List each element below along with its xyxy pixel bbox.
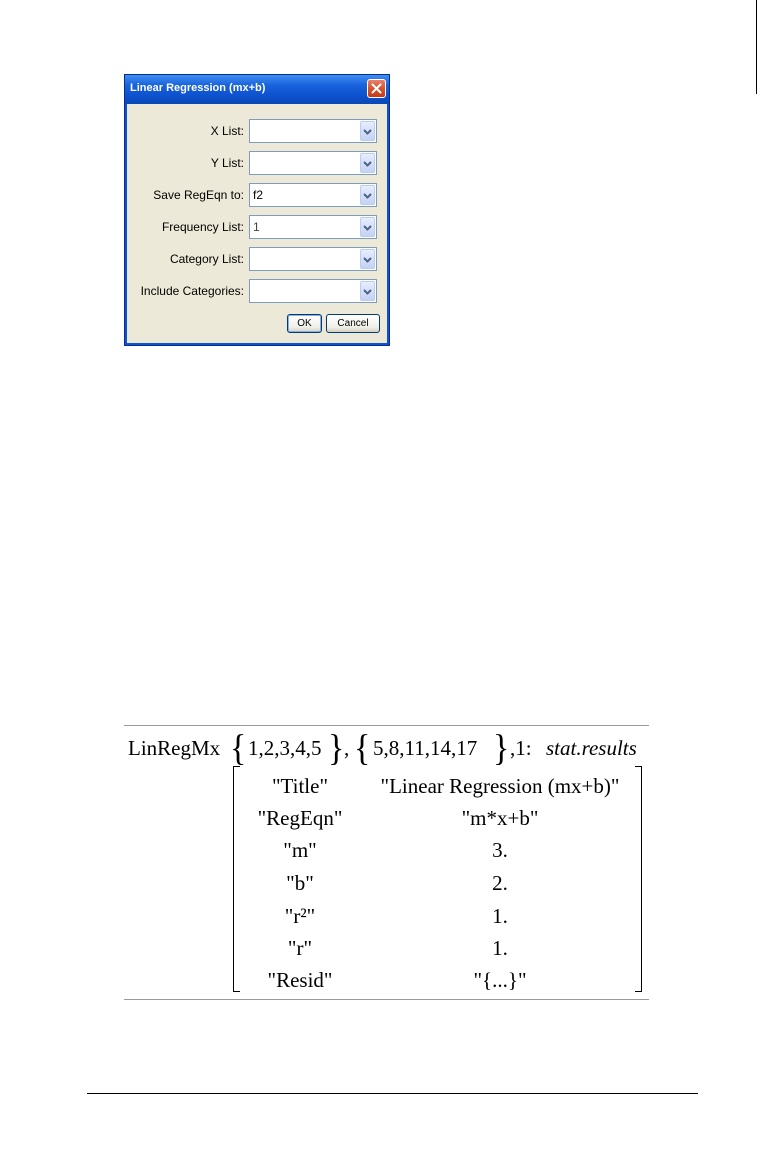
- matrix-key: "r²": [284, 904, 316, 928]
- dialog-titlebar[interactable]: [125, 75, 389, 104]
- include-categories-row: [127, 279, 387, 303]
- matrix-key: "Resid": [267, 968, 333, 992]
- save-regeqn-dropdown[interactable]: [249, 183, 377, 207]
- include-categories-dropdown[interactable]: [249, 279, 377, 303]
- chevron-down-icon: [363, 129, 372, 135]
- save-regeqn-label: Save RegEqn to:: [153, 188, 244, 202]
- frequency-list-row: [127, 215, 387, 239]
- matrix-key: "b": [286, 871, 314, 895]
- save-regeqn-row: [127, 183, 387, 207]
- save-regeqn-value: f2: [253, 188, 264, 202]
- left-brace: {: [230, 728, 247, 769]
- close-icon: [368, 80, 385, 97]
- chevron-down-icon: [363, 257, 372, 263]
- frequency-list-label: Frequency List:: [161, 220, 244, 234]
- save-regeqn-dropdown-arrow[interactable]: [360, 185, 375, 205]
- matrix-value: "m*x+b": [461, 806, 539, 830]
- matrix-row: [124, 900, 649, 932]
- include-categories-dropdown-arrow[interactable]: [360, 281, 375, 301]
- frequency-list-dropdown[interactable]: [249, 215, 377, 239]
- chevron-down-icon: [363, 225, 372, 231]
- matrix-value: 1.: [492, 904, 508, 928]
- dialog-title: Linear Regression (mx+b): [130, 82, 266, 94]
- linear-regression-dialog: [124, 74, 390, 346]
- category-list-label: Category List:: [169, 252, 244, 266]
- command-suffix: ,1:: [510, 736, 532, 760]
- matrix-row: [124, 802, 649, 834]
- matrix-row: [124, 867, 649, 899]
- dialog-body: [125, 104, 389, 345]
- close-button[interactable]: [367, 79, 386, 98]
- example-block: [124, 725, 649, 1000]
- matrix-value: 1.: [492, 936, 508, 960]
- y-list-row: [127, 151, 387, 175]
- x-list-dropdown[interactable]: [249, 119, 377, 143]
- page-edge-mark: [756, 0, 757, 94]
- matrix-value: 2.: [492, 871, 508, 895]
- y-list-label: Y List:: [210, 156, 244, 170]
- y-list-dropdown[interactable]: [249, 151, 377, 175]
- x-list-dropdown-arrow[interactable]: [360, 121, 375, 141]
- result-variable: stat.results: [546, 736, 637, 760]
- matrix-key: "RegEqn": [257, 806, 343, 830]
- matrix-key: "m": [283, 838, 317, 862]
- command-name: LinRegMx: [128, 736, 221, 760]
- matrix-row: [124, 932, 649, 964]
- matrix-row: [124, 964, 649, 996]
- list1-values: 1,2,3,4,5: [248, 736, 322, 760]
- category-list-dropdown[interactable]: [249, 247, 377, 271]
- matrix-value: "{...}": [473, 968, 527, 992]
- chevron-down-icon: [363, 161, 372, 167]
- x-list-label: X List:: [210, 124, 244, 138]
- right-brace: }: [328, 728, 345, 769]
- chevron-down-icon: [363, 193, 372, 199]
- category-list-row: [127, 247, 387, 271]
- cancel-button[interactable]: Cancel: [326, 314, 380, 333]
- matrix-value: "Linear Regression (mx+b)": [380, 774, 620, 798]
- category-list-dropdown-arrow[interactable]: [360, 249, 375, 269]
- right-brace: }: [493, 728, 510, 769]
- matrix-key: "r": [287, 936, 313, 960]
- y-list-dropdown-arrow[interactable]: [360, 153, 375, 173]
- frequency-list-dropdown-arrow[interactable]: [360, 217, 375, 237]
- include-categories-label: Include Categories:: [140, 284, 244, 298]
- left-brace: {: [354, 728, 371, 769]
- chevron-down-icon: [363, 289, 372, 295]
- frequency-list-value: 1: [253, 220, 260, 234]
- list-separator: ,: [344, 736, 350, 760]
- matrix-key: "Title": [271, 774, 329, 798]
- matrix-row: [124, 834, 649, 866]
- x-list-row: [127, 119, 387, 143]
- ok-button[interactable]: OK: [287, 314, 322, 333]
- list2-values: 5,8,11,14,17: [373, 736, 478, 760]
- matrix-value: 3.: [492, 838, 508, 862]
- matrix-row: [124, 770, 649, 802]
- footer-rule: [87, 1093, 698, 1094]
